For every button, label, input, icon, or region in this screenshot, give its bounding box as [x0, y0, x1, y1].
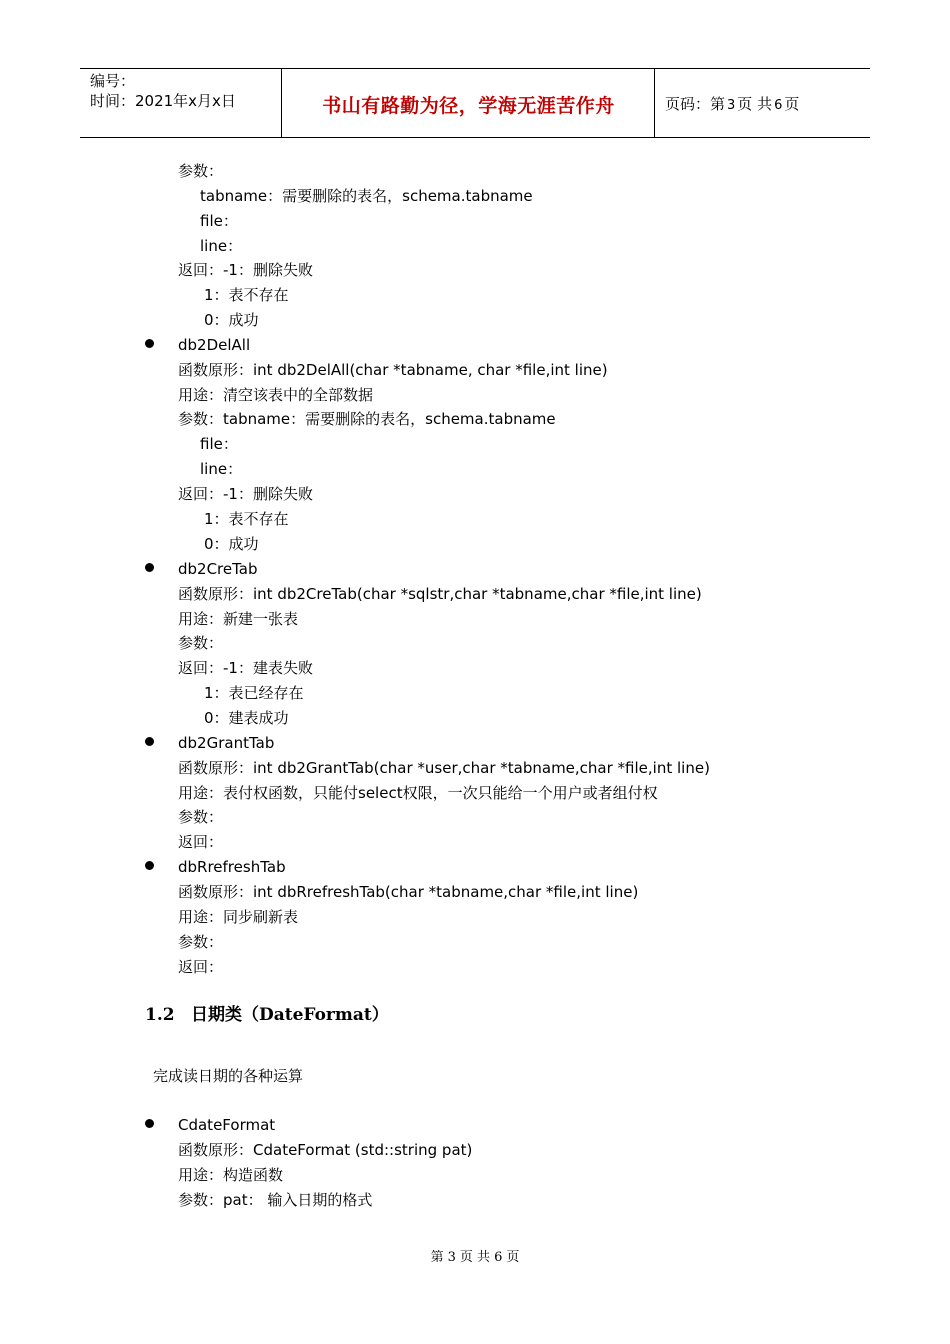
section-intro: 完成读日期的各种运算 [153, 1067, 304, 1085]
bullet-icon [145, 737, 154, 746]
return-line: 0：建表成功 [204, 709, 289, 727]
page-total: 6 [774, 98, 783, 113]
page-label-prefix: 页码：第 [665, 95, 726, 113]
param-line: 参数：tabname：需要删除的表名，schema.tabname [178, 410, 556, 428]
param-line: line： [200, 237, 243, 255]
prototype-line: 函数原形：CdateFormat (std::string pat) [178, 1141, 473, 1159]
return-line: 返回：-1：建表失败 [178, 659, 313, 677]
time-label: 时间：2021年x月x日 [90, 92, 236, 110]
function-name: db2DelAll [178, 336, 251, 354]
bullet-icon [145, 563, 154, 572]
section-title: 日期类（DateFormat） [191, 1005, 389, 1025]
return-line: 0：成功 [204, 535, 259, 553]
function-name: db2CreTab [178, 560, 258, 578]
usage-line: 用途：表付权函数，只能付select权限，一次只能给一个用户或者组付权 [178, 784, 658, 802]
return-line: 1：表已经存在 [204, 684, 304, 702]
return-line: 返回：-1：删除失败 [178, 485, 313, 503]
param-line: line： [200, 460, 243, 478]
footer-suffix: 页 [506, 1250, 520, 1265]
param-line: file： [200, 435, 238, 453]
return-line: 1：表不存在 [204, 510, 289, 528]
number-label: 编号： [90, 72, 136, 90]
usage-line: 用途：构造函数 [178, 1166, 284, 1184]
prototype-line: 函数原形：int db2CreTab(char *sqlstr,char *tabname,char *file,int line) [178, 585, 702, 603]
return-line: 0：成功 [204, 311, 259, 329]
footer-total: 6 [494, 1250, 503, 1265]
header-motto: 书山有路勤为径，学海无涯苦作舟 [322, 95, 615, 117]
usage-line: 用途：同步刷新表 [178, 908, 299, 926]
function-name: CdateFormat [178, 1116, 276, 1134]
function-name: dbRrefreshTab [178, 858, 286, 876]
function-name: db2GrantTab [178, 734, 275, 752]
bullet-icon [145, 339, 154, 348]
footer-current: 3 [447, 1250, 456, 1265]
footer-prefix: 第 [430, 1250, 444, 1265]
page-label-suffix: 页 [784, 95, 800, 113]
footer-mid: 页 共 [459, 1250, 491, 1265]
return-line: 1：表不存在 [204, 286, 289, 304]
param-line: file： [200, 212, 238, 230]
page-footer [0, 1246, 950, 1265]
header-left [90, 71, 236, 111]
page-label-mid: 页 共 [737, 95, 773, 113]
page-header [80, 68, 870, 138]
param-label: 参数： [178, 162, 224, 180]
return-line: 返回：-1：删除失败 [178, 261, 313, 279]
bullet-icon [145, 861, 154, 870]
param-line: tabname：需要删除的表名，schema.tabname [200, 187, 533, 205]
header-page-info [665, 93, 799, 114]
section-number: 1.2 [145, 1005, 175, 1025]
param-label: 参数： [178, 808, 224, 826]
param-label: 参数： [178, 933, 224, 951]
param-line: 参数：pat： 输入日期的格式 [178, 1191, 373, 1209]
prototype-line: 函数原形：int db2DelAll(char *tabname, char *file,int line) [178, 361, 608, 379]
prototype-line: 函数原形：int db2GrantTab(char *user,char *tabname,char *file,int line) [178, 759, 710, 777]
usage-line: 用途：新建一张表 [178, 610, 299, 628]
param-label: 参数： [178, 634, 224, 652]
return-label: 返回： [178, 833, 224, 851]
prototype-line: 函数原形：int dbRrefreshTab(char *tabname,char *file,int line) [178, 883, 639, 901]
return-label: 返回： [178, 958, 224, 976]
usage-line: 用途：清空该表中的全部数据 [178, 386, 374, 404]
page-current: 3 [727, 98, 736, 113]
bullet-icon [145, 1119, 154, 1128]
section-heading [145, 1000, 389, 1025]
